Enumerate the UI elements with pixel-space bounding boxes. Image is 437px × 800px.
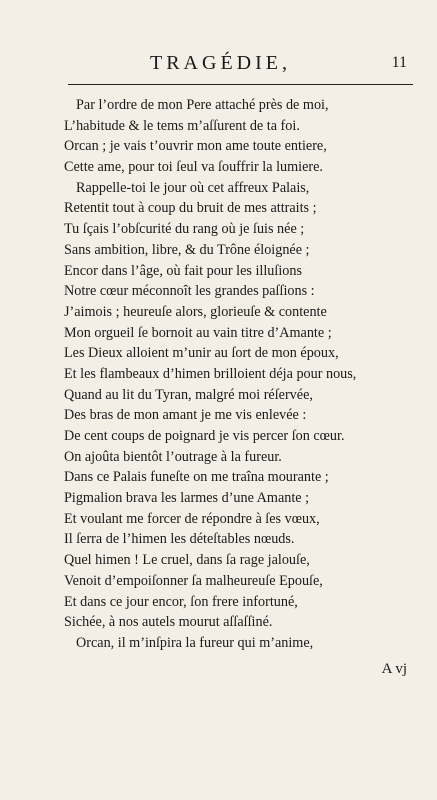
verse-line: Les Dieux alloient m’unir au ſort de mon époux,	[64, 345, 339, 362]
verse-line: Et les flambeaux d’himen brilloient déja pour nous,	[64, 365, 357, 382]
verse-line: De cent coups de poignard je vis percer ſon cœur.	[64, 428, 345, 444]
verse-line: Des bras de mon amant je me vis enlevée :	[64, 407, 307, 424]
verse-line: Pigmalion brava les larmes d’une Amante ;	[64, 490, 310, 507]
verse-line: L’habitude & le tems m’aſſurent de ta foi.	[64, 117, 300, 134]
verse-line: J’aimois ; heureuſe alors, glorieuſe & contente	[64, 303, 327, 320]
verse-line: Cette ame, pour toi ſeul va ſouffrir la lumiere.	[64, 159, 323, 176]
verse-line: Sans ambition, libre, & du Trône éloignée ;	[64, 241, 310, 258]
verse-line: Sichée, à nos autels mourut aſſaſſiné.	[64, 614, 273, 631]
header-rule	[68, 84, 413, 85]
verse-line: Encor dans l’âge, où fait pour les illuſions	[64, 262, 302, 279]
verse-line: On ajoûta bientôt l’outrage à la fureur.	[64, 448, 282, 465]
signature-mark: A vj	[381, 661, 407, 677]
verse-line: Rappelle-toi le jour où cet affreux Palais,	[76, 179, 310, 196]
verse-block	[64, 95, 424, 654]
verse-line: Retentit tout à coup du bruit de mes attraits ;	[64, 200, 317, 217]
verse-line: Mon orgueil ſe bornoit au vain titre d’Amante ;	[64, 324, 332, 341]
verse-line: Quel himen ! Le cruel, dans ſa rage jalouſe,	[64, 552, 310, 569]
page-number: 11	[391, 54, 407, 71]
verse-line: Il ſerra de l’himen les déteſtables nœuds.	[64, 531, 295, 548]
page-header	[70, 52, 415, 82]
verse-line: Notre cœur méconnoît les grandes paſſions :	[64, 283, 315, 300]
verse-line: Quand au lit du Tyran, malgré moi réſervée,	[64, 386, 313, 403]
verse-line: Orcan ; je vais t’ouvrir mon ame toute entiere,	[64, 138, 327, 155]
verse-line: Venoit d’empoiſonner ſa malheureuſe Epouſe,	[64, 572, 323, 589]
verse-line: Et voulant me forcer de répondre à ſes vœux,	[64, 510, 320, 527]
verse-line: Et dans ce jour encor, ſon frere infortuné,	[64, 593, 298, 610]
verse-line: Orcan, il m’inſpira la fureur qui m’anime,	[76, 634, 314, 651]
verse-line: Dans ce Palais funeſte on me traîna mourante ;	[64, 469, 329, 486]
running-title: TRAGÉDIE,	[150, 52, 291, 74]
verse-line: Par l’ordre de mon Pere attaché près de moi,	[76, 97, 329, 113]
verse-line: Tu ſçais l’obſcurité du rang où je ſuis née ;	[64, 221, 305, 238]
